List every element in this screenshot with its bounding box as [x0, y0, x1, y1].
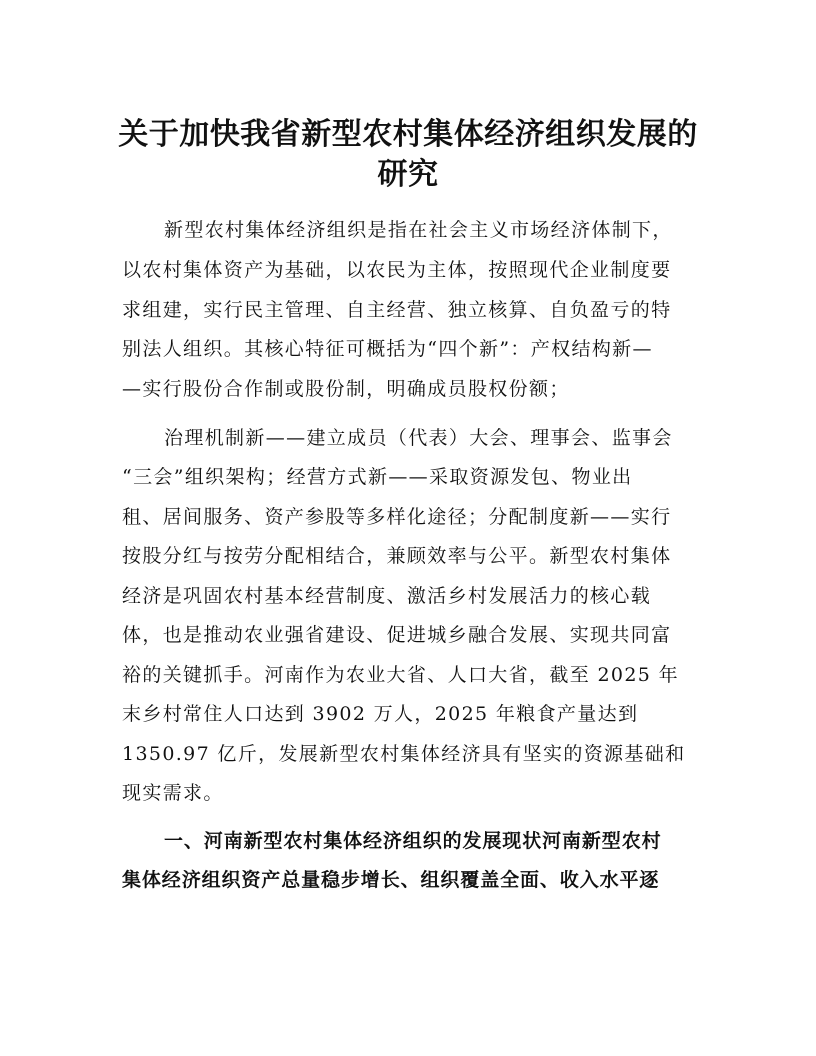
paragraph-line: 新型农村集体经济组织是指在社会主义市场经济体制下， — [164, 219, 673, 241]
paragraph-line: 治理机制新——建立成员（代表）大会、理事会、监事会 — [164, 427, 673, 449]
paragraph-line: 求组建，实行民主管理、自主经营、独立核算、自负盈亏的特 — [122, 299, 672, 321]
paragraph-line: —实行股份合作制或股份制，明确成员股权份额； — [122, 378, 570, 400]
paragraph-line: 体，也是推动农业强省建设、促进城乡融合发展、实现共同富 — [122, 624, 672, 646]
document-title-line-1: 关于加快我省新型农村集体经济组织发展的 — [118, 117, 698, 152]
paragraph-line: 别法人组织。其核心特征可概括为“四个新”：产权结构新— — [122, 338, 653, 360]
paragraph-line: 现实需求。 — [122, 782, 224, 804]
paragraph-line: 以农村集体资产为基础，以农民为主体，按照现代企业制度要 — [122, 259, 672, 281]
paragraph-line: 经济是巩固农村基本经营制度、激活乡村发展活力的核心载 — [122, 585, 652, 607]
document-title-line-2: 研究 — [377, 157, 439, 192]
paragraph-line: “三会”组织架构；经营方式新——采取资源发包、物业出 — [122, 466, 633, 488]
paragraph-line: 裕的关键抓手。河南作为农业大省、人口大省，截至 2025 年 — [122, 664, 679, 686]
section-heading-line: 一、河南新型农村集体经济组织的发展现状河南新型农村 — [164, 830, 662, 852]
paragraph-line: 租、居间服务、资产参股等多样化途径；分配制度新——实行 — [122, 506, 672, 528]
paragraph-line: 末乡村常住人口达到 3902 万人，2025 年粮食产量达到 — [122, 703, 639, 725]
paragraph-line: 按股分红与按劳分配相结合，兼顾效率与公平。新型农村集体 — [122, 545, 672, 567]
paragraph-line: 1350.97 亿斤，发展新型农村集体经济具有坚实的资源基础和 — [122, 743, 686, 765]
section-heading-line: 集体经济组织资产总量稳步增长、组织覆盖全面、收入水平逐 — [122, 869, 660, 891]
